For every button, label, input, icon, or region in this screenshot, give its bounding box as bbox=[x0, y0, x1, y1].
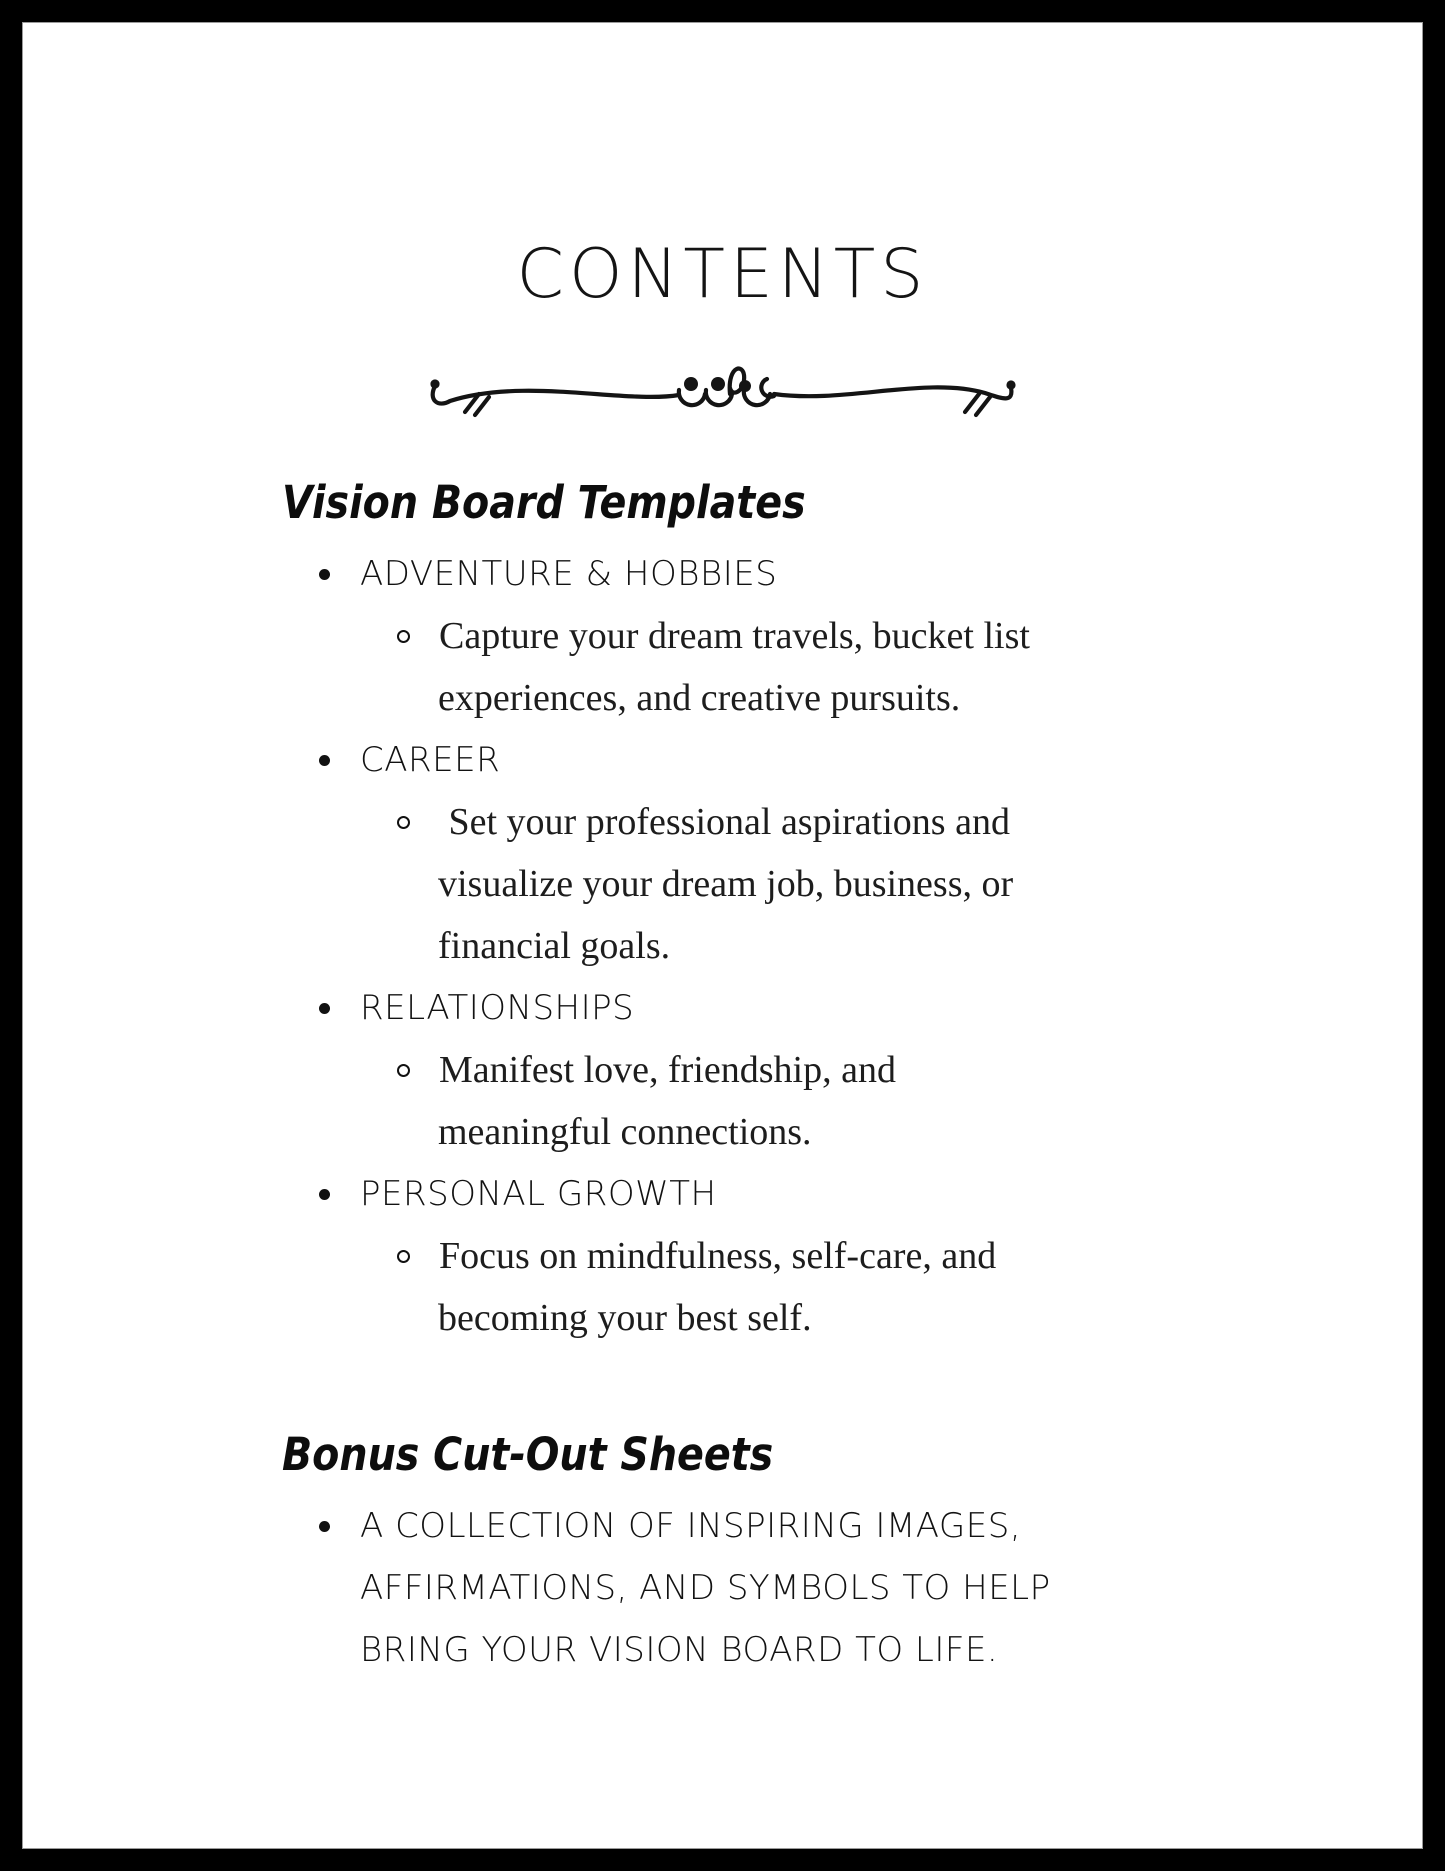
description-line: visualize your dream job, business, or bbox=[438, 863, 1014, 905]
section-vision-board-templates bbox=[22, 475, 1423, 1349]
list-item-description bbox=[22, 791, 1423, 853]
description-line: becoming your best self. bbox=[438, 1297, 812, 1339]
circle-bullet-icon bbox=[397, 630, 410, 643]
list-item-label: ADVENTURE & HOBBIES bbox=[360, 554, 778, 594]
description-line: financial goals. bbox=[438, 925, 671, 967]
list-item-description bbox=[22, 1039, 1423, 1101]
list-item-description bbox=[22, 1287, 1423, 1349]
bullet-icon bbox=[319, 1521, 330, 1532]
bullet-icon bbox=[319, 755, 330, 766]
list-item-adventure-hobbies bbox=[22, 543, 1423, 605]
bullet-icon bbox=[319, 569, 330, 580]
list-item-description bbox=[22, 1101, 1423, 1163]
bonus-list bbox=[22, 1495, 1423, 1681]
circle-bullet-icon bbox=[397, 1250, 410, 1263]
list-item-collection bbox=[22, 1619, 1423, 1681]
list-item-personal-growth bbox=[22, 1163, 1423, 1225]
list-item-description bbox=[22, 667, 1423, 729]
list-item-description bbox=[22, 605, 1423, 667]
section-bonus-cut-out-sheets bbox=[22, 1427, 1423, 1681]
list-item-label: CAREER bbox=[360, 740, 501, 780]
description-line: Capture your dream travels, bucket list bbox=[439, 615, 1030, 657]
description-line: Manifest love, friendship, and bbox=[439, 1049, 896, 1091]
description-line: experiences, and creative pursuits. bbox=[438, 677, 961, 719]
list-item-career bbox=[22, 729, 1423, 791]
flourish-divider bbox=[425, 359, 1020, 425]
description-line: Set your professional aspirations and bbox=[439, 801, 1010, 843]
contents-title: CONTENTS bbox=[516, 235, 929, 314]
flourish-icon bbox=[425, 359, 1020, 425]
list-item-label-line: BRING YOUR VISION BOARD TO LIFE. bbox=[360, 1630, 999, 1670]
description-line: Focus on mindfulness, self-care, and bbox=[439, 1235, 997, 1277]
list-item-collection bbox=[22, 1495, 1423, 1557]
bonus-cut-out-sheets-heading: Bonus Cut-Out Sheets bbox=[282, 1428, 774, 1481]
bullet-icon bbox=[319, 1189, 330, 1200]
list-item-label: PERSONAL GROWTH bbox=[360, 1174, 717, 1214]
list-item-relationships bbox=[22, 977, 1423, 1039]
description-line: meaningful connections. bbox=[438, 1111, 812, 1153]
list-item-description bbox=[22, 915, 1423, 977]
list-item-label: RELATIONSHIPS bbox=[360, 988, 635, 1028]
vision-board-list bbox=[22, 543, 1423, 1349]
list-item-description bbox=[22, 1225, 1423, 1287]
circle-bullet-icon bbox=[397, 1064, 410, 1077]
circle-bullet-icon bbox=[397, 816, 410, 829]
bullet-icon bbox=[319, 1003, 330, 1014]
list-item-description bbox=[22, 853, 1423, 915]
list-item-collection bbox=[22, 1557, 1423, 1619]
vision-board-templates-heading: Vision Board Templates bbox=[282, 476, 806, 529]
list-item-label-line: AFFIRMATIONS, AND SYMBOLS TO HELP bbox=[360, 1568, 1051, 1608]
list-item-label-line: A COLLECTION OF INSPIRING IMAGES, bbox=[360, 1506, 1022, 1546]
